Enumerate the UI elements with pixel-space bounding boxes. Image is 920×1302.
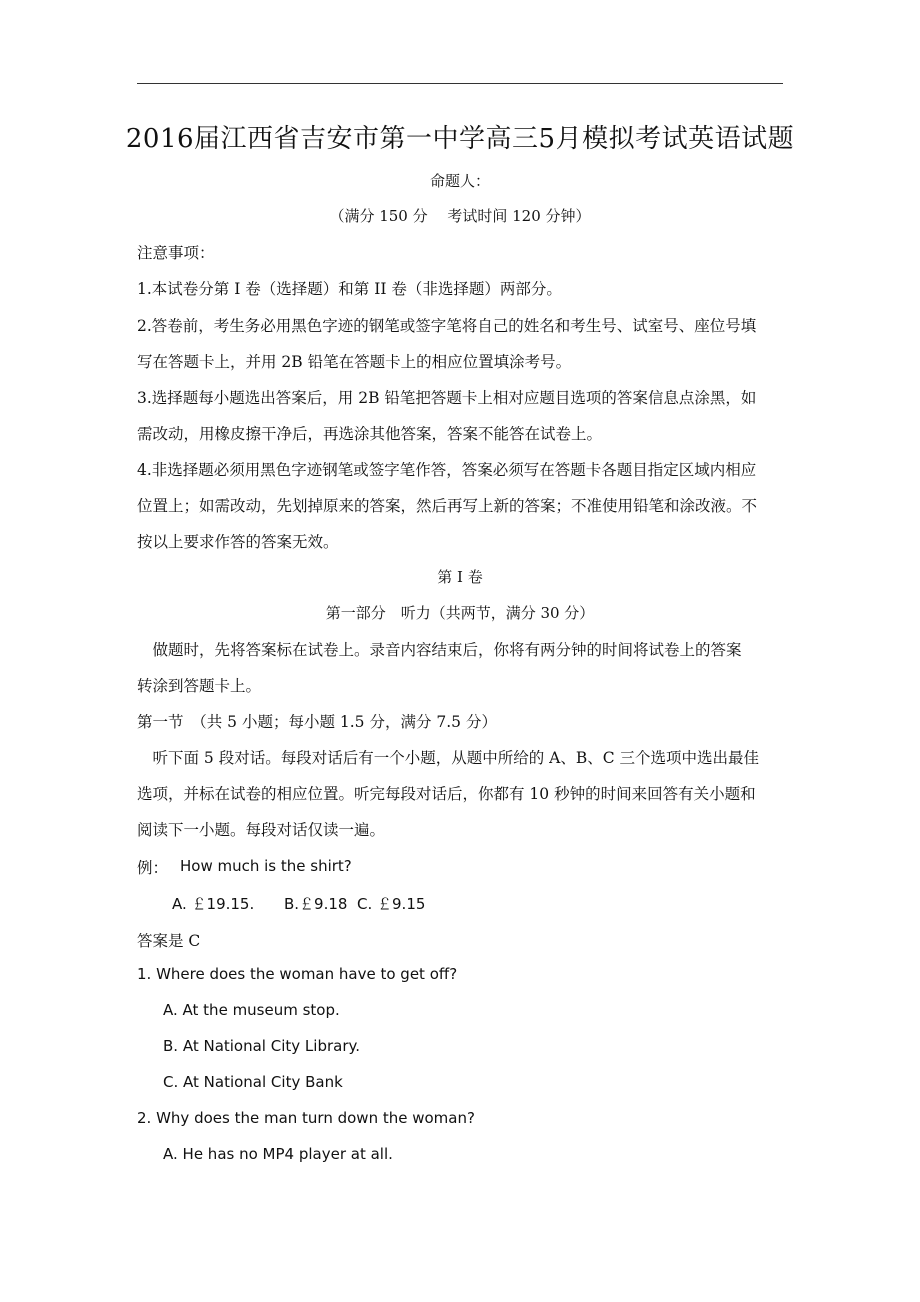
question-text: 1. Where does the woman have to get off? bbox=[137, 965, 458, 983]
note-line: 1.本试卷分第 I 卷（选择题）和第 II 卷（非选择题）两部分。 bbox=[137, 280, 562, 298]
example-answer: 答案是 C bbox=[137, 932, 201, 950]
note-line: 3.选择题每小题选出答案后，用 2B 铅笔把答题卡上相对应题目选项的答案信息点涂黑，如 bbox=[137, 389, 757, 407]
note-line: 写在答题卡上，并用 2B 铅笔在答题卡上的相应位置填涂考号。 bbox=[137, 353, 572, 371]
part-intro-line: 做题时，先将答案标在试卷上。录音内容结束后，你将有两分钟的时间将试卷上的答案 bbox=[137, 641, 742, 659]
note-line: 需改动，用橡皮擦干净后，再选涂其他答案，答案不能答在试卷上。 bbox=[137, 425, 603, 443]
section-intro-line: 阅读下一小题。每段对话仅读一遍。 bbox=[137, 821, 386, 839]
note-line: 位置上；如需改动，先划掉原来的答案，然后再写上新的答案；不准使用铅笔和涂改液。不 bbox=[137, 497, 758, 515]
volume-heading: 第 I 卷 bbox=[437, 568, 483, 586]
note-line: 按以上要求作答的答案无效。 bbox=[137, 533, 339, 551]
part-heading: 第一部分 听力（共两节，满分 30 分） bbox=[325, 604, 595, 622]
header-rule bbox=[137, 83, 783, 84]
example-question: How much is the shirt? bbox=[180, 857, 352, 875]
note-line: 4.非选择题必须用黑色字迹钢笔或签字笔作答，答案必须写在答题卡各题目指定区域内相应 bbox=[137, 461, 757, 479]
author-line: 命题人： bbox=[429, 172, 490, 190]
exam-title: 2016届江西省吉安市第一中学高三5月模拟考试英语试题 bbox=[125, 124, 795, 154]
example-option: C. ￡9.15 bbox=[357, 895, 426, 913]
question-option: C. At National City Bank bbox=[163, 1073, 343, 1091]
question-option: B. At National City Library. bbox=[163, 1037, 360, 1055]
section-heading: 第一节 （共 5 小题；每小题 1.5 分，满分 7.5 分） bbox=[137, 713, 497, 731]
example-label: 例： bbox=[137, 859, 169, 877]
question-option: A. He has no MP4 player at all. bbox=[163, 1145, 393, 1163]
question-option: A. At the museum stop. bbox=[163, 1001, 340, 1019]
section-intro-line: 选项，并标在试卷的相应位置。听完每段对话后，你都有 10 秒钟的时间来回答有关小题和 bbox=[137, 785, 756, 803]
notes-heading: 注意事项： bbox=[137, 244, 215, 262]
example-option: A. ￡19.15. bbox=[172, 895, 255, 913]
question-text: 2. Why does the man turn down the woman? bbox=[137, 1109, 475, 1127]
note-line: 2.答卷前，考生务必用黑色字迹的钢笔或签字笔将自己的姓名和考生号、试室号、座位号填 bbox=[137, 317, 757, 335]
score-info: （满分 150 分 考试时间 120 分钟） bbox=[329, 207, 591, 225]
example-option: B.￡9.18 bbox=[284, 895, 348, 913]
section-intro-line: 听下面 5 段对话。每段对话后有一个小题，从题中所给的 A、B、C 三个选项中选出最佳 bbox=[137, 749, 760, 767]
part-intro-line: 转涂到答题卡上。 bbox=[137, 677, 262, 695]
